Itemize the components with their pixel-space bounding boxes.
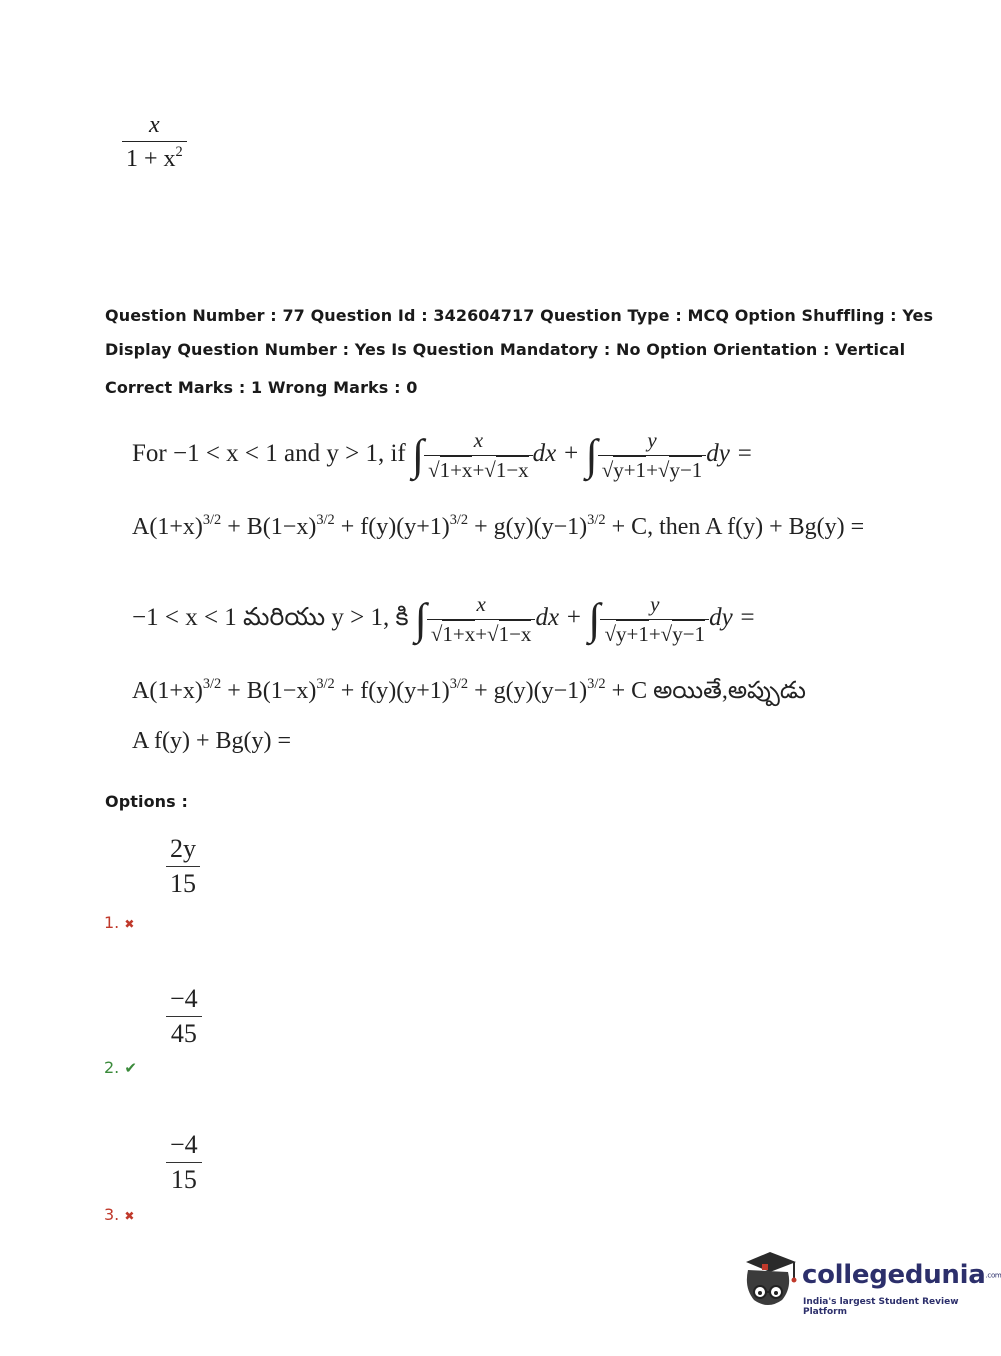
question-en-lead: For −1 < x < 1 and y > 1, if <box>132 440 406 468</box>
rhs-tail: + C, then A f(y) + Bg(y) = <box>611 514 865 541</box>
rhs-term-b: + B(1−x) <box>227 678 317 705</box>
power-label: 3/2 <box>316 512 335 528</box>
question-te-line-2 <box>132 676 806 710</box>
integral-sign-icon: ∫ <box>412 430 425 480</box>
integral-2-radicand-a: y+1 <box>613 458 647 482</box>
integral-2-radicand-a: y+1 <box>616 622 649 646</box>
option-number: 3. <box>104 1205 120 1224</box>
logo-wordmark <box>802 1260 1001 1290</box>
option-3-label[interactable] <box>104 1205 134 1224</box>
logo-suffix: .com <box>985 1271 1001 1280</box>
option-number: 1. <box>104 913 120 932</box>
option-2-label[interactable] <box>104 1058 137 1077</box>
power-label: 3/2 <box>449 676 469 692</box>
integral-sign-icon: ∫ <box>414 594 427 644</box>
integral-2-numerator: y <box>650 592 660 616</box>
power-label: 3/2 <box>202 676 222 692</box>
power-label: 3/2 <box>316 676 335 692</box>
power-label: 3/2 <box>202 512 222 528</box>
rhs-term-a: A(1+x) <box>132 514 203 541</box>
integral-2-numerator: y <box>647 428 657 452</box>
logo-name: collegedunia <box>802 1260 986 1290</box>
dx-label: dx + <box>532 440 580 468</box>
integral-2-radicand-b: y−1 <box>672 622 706 646</box>
previous-option-fraction <box>122 112 187 173</box>
wrong-cross-icon: ✖ <box>124 1209 135 1223</box>
rhs-term-g: + g(y)(y−1) <box>474 678 588 705</box>
option-numerator: −4 <box>170 984 198 1013</box>
option-denominator: 45 <box>166 1016 202 1049</box>
option-number: 2. <box>104 1058 120 1077</box>
integral-1-radicand-a: 1+x <box>442 622 476 646</box>
power-label: 3/2 <box>449 512 469 528</box>
rhs-term-b: + B(1−x) <box>227 514 317 541</box>
fraction-numerator: x <box>149 112 160 138</box>
option-numerator: −4 <box>170 1130 198 1159</box>
question-te-lead: −1 < x < 1 మరియు y > 1, కి <box>132 604 409 632</box>
option-denominator: 15 <box>166 866 200 899</box>
question-en-line-2 <box>132 512 864 541</box>
question-meta-line-3: Correct Marks : 1 Wrong Marks : 0 <box>105 378 418 397</box>
question-meta-line-1: Question Number : 77 Question Id : 342604717 Question Type : MCQ Option Shuffling : Yes <box>105 306 934 325</box>
rhs-term-a: A(1+x) <box>132 678 203 705</box>
option-1-label[interactable] <box>104 913 134 932</box>
power-label: 3/2 <box>587 512 606 528</box>
integral-1-radicand-b: 1−x <box>495 458 529 482</box>
rhs-term-f: + f(y)(y+1) <box>340 678 450 705</box>
option-1-fraction <box>166 834 200 899</box>
options-label: Options : <box>105 792 188 811</box>
logo-tagline: India's largest Student Review Platform <box>803 1297 959 1317</box>
option-3-fraction <box>166 1130 202 1195</box>
correct-check-icon: ✔ <box>124 1059 137 1077</box>
integral-sign-icon: ∫ <box>585 430 598 480</box>
integral-sign-icon: ∫ <box>588 594 601 644</box>
integral-2-radicand-b: y−1 <box>669 458 703 482</box>
integral-1-radicand-a: 1+x <box>439 458 473 482</box>
rhs-term-f: + f(y)(y+1) <box>340 514 450 541</box>
question-meta-line-2: Display Question Number : Yes Is Question Mandatory : No Option Orientation : Vertical <box>105 340 906 359</box>
wrong-cross-icon: ✖ <box>124 917 135 931</box>
dy-label: dy = <box>706 440 753 468</box>
rhs-term-g: + g(y)(y−1) <box>474 514 588 541</box>
question-en-line-1: For −1 < x < 1 and y > 1, if ∫ $\frac{x}{√1+x+√1-x}$ dx + ∫ $\frac{y}{√y+1+√y-1}$ dy = <box>132 428 753 482</box>
integral-1-numerator: x <box>473 428 484 452</box>
option-denominator: 15 <box>166 1162 202 1195</box>
question-te-line-3: A f(y) + Bg(y) = <box>132 728 292 754</box>
fraction-denominator: 1 + x <box>126 146 176 173</box>
power-label: 3/2 <box>587 676 606 692</box>
integral-1-radicand-b: 1−x <box>498 622 532 646</box>
rhs-tail-te: + C అయితే,అప్పుడు <box>611 678 806 705</box>
dy-label: dy = <box>709 604 756 632</box>
option-numerator: 2y <box>170 834 196 863</box>
question-te-line-1: −1 < x < 1 మరియు y > 1, కి ∫ $\frac{x}{√1+x+√1-x}$ dx + ∫ $\frac{y}{√y+1+√y-1}$ dy = <box>132 592 756 646</box>
option-2-fraction <box>166 984 202 1049</box>
integral-1-numerator: x <box>476 592 486 616</box>
dx-label: dx + <box>535 604 583 632</box>
collegedunia-logo[interactable] <box>740 1248 1001 1318</box>
fraction-exponent: 2 <box>175 144 183 160</box>
mascot-icon <box>740 1248 800 1314</box>
